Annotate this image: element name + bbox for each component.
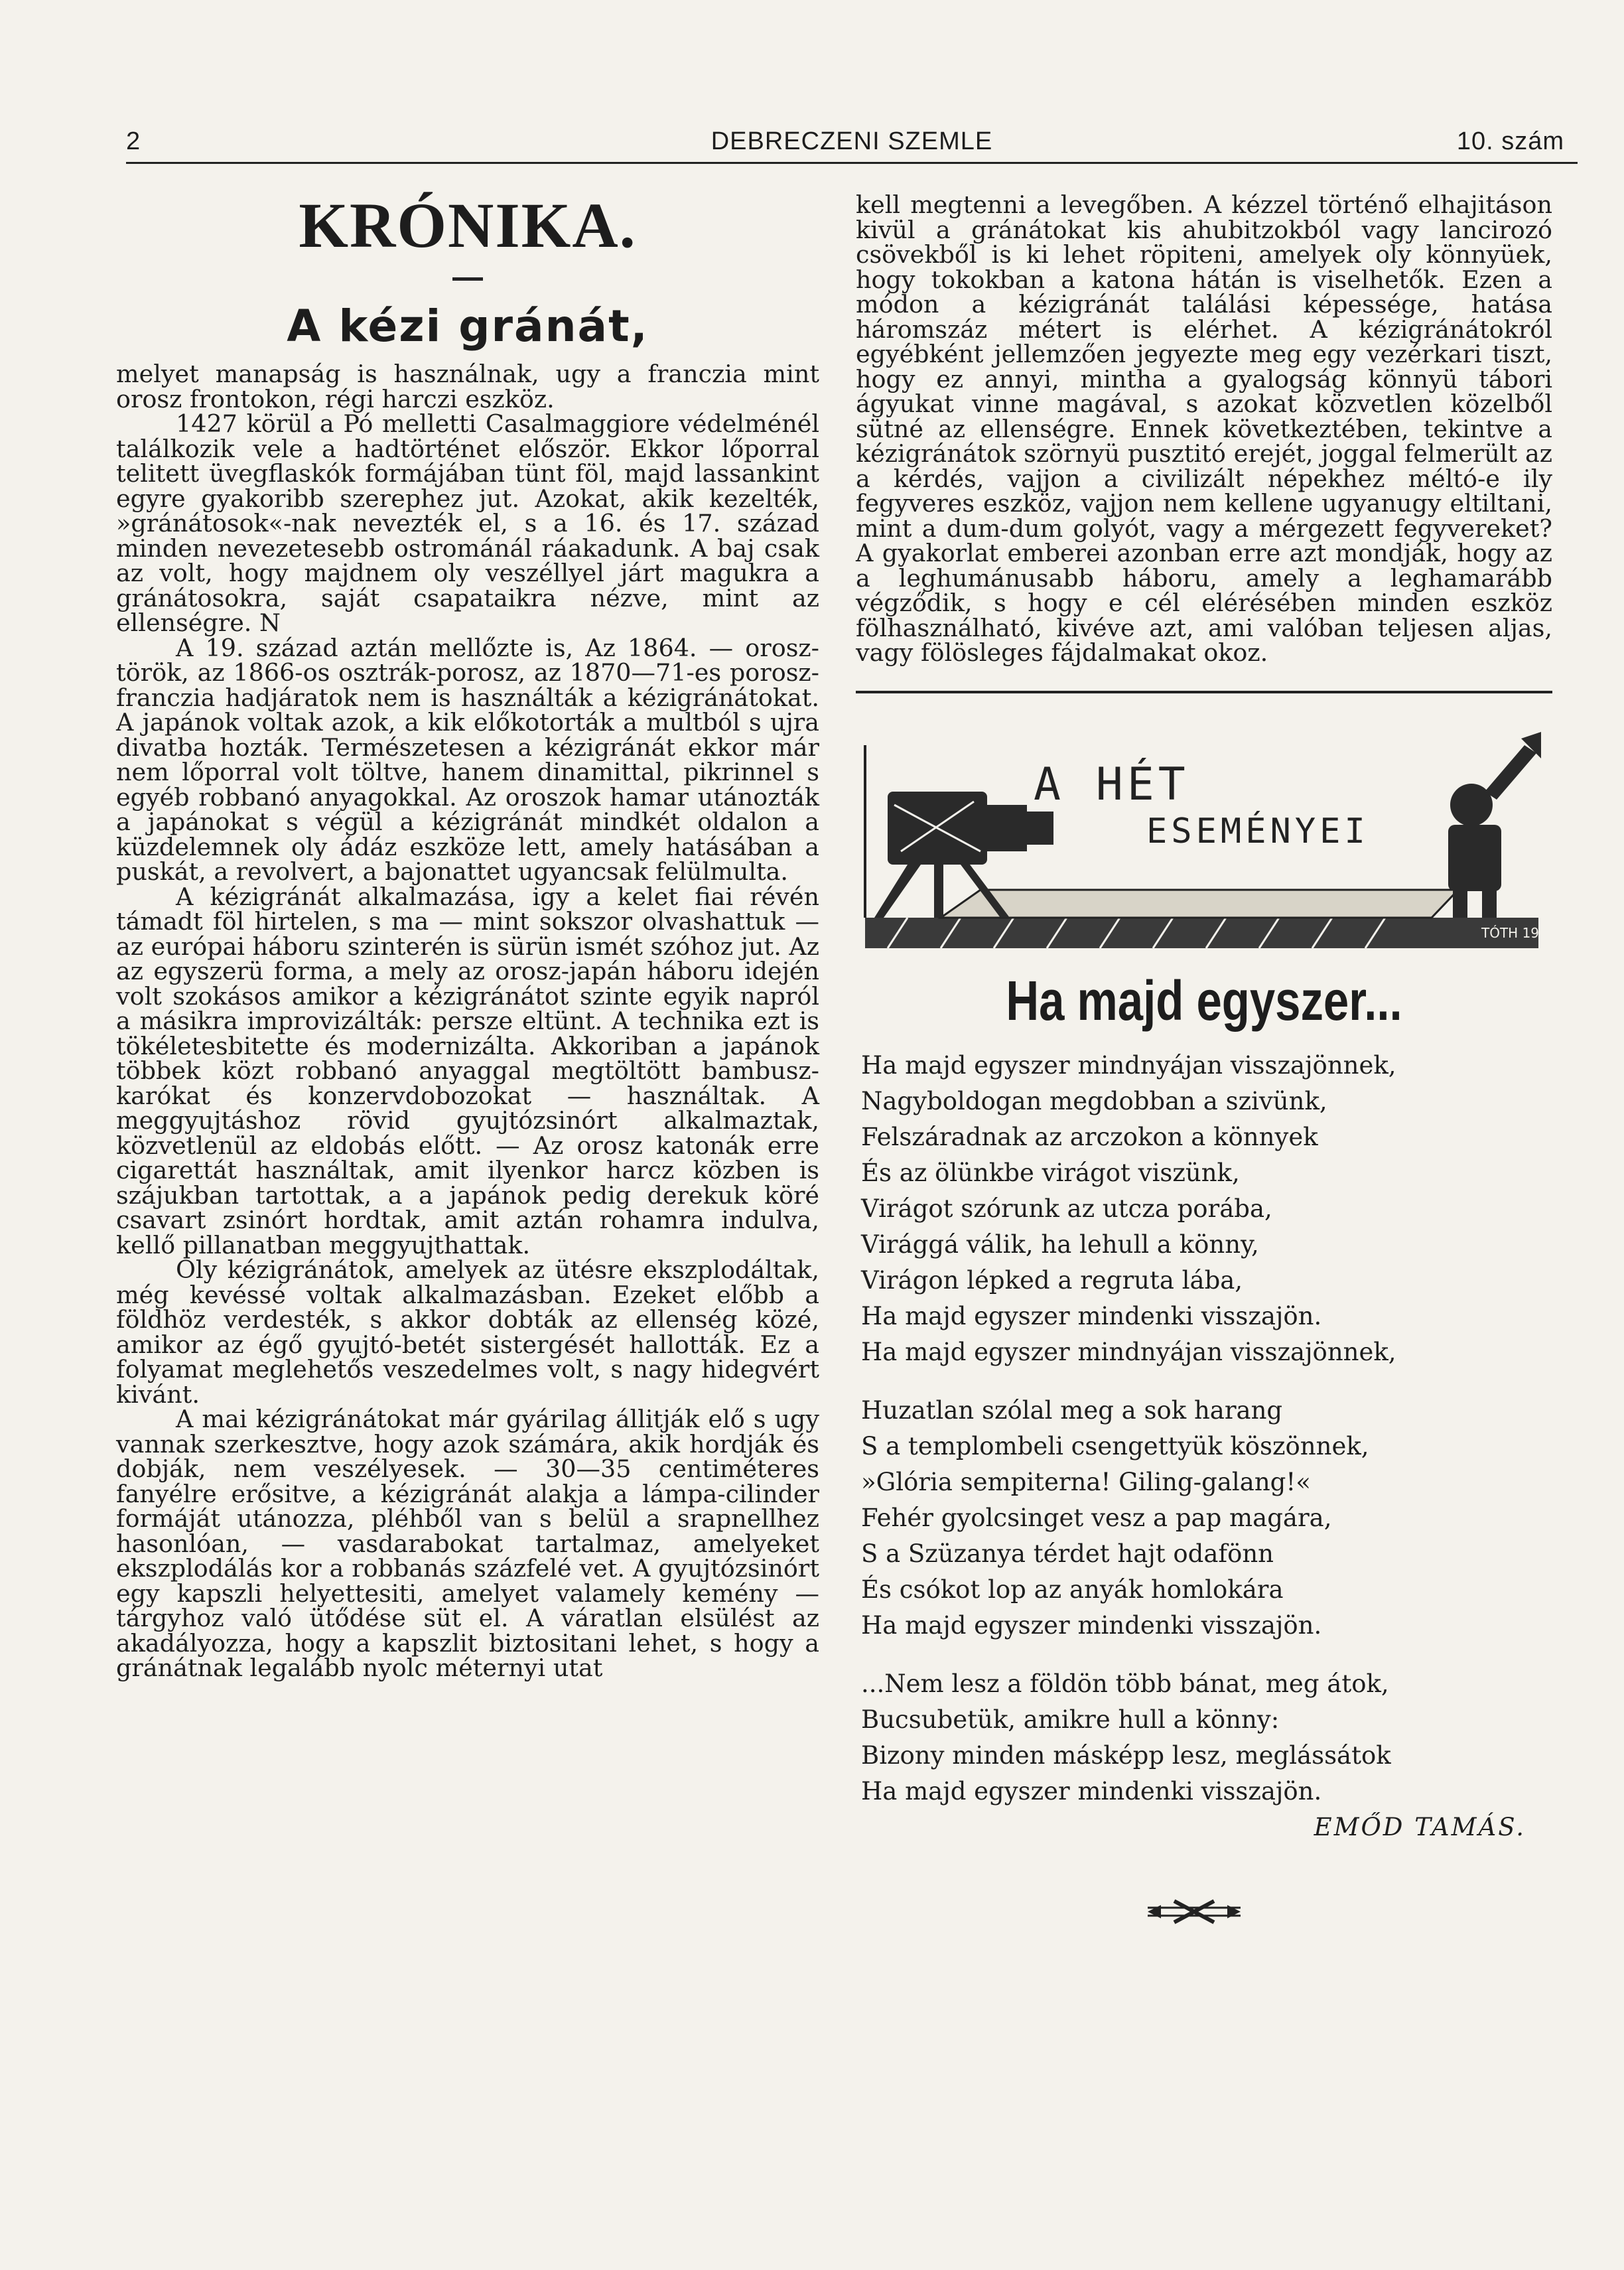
article-paragraph: A mai kézigránátokat már gyárilag állitják elő s ugy vannak szerkesztve, hogy azok számára, akik hordják és dobják, nem veszélyesek. — 30—35 centiméteres fanyélre erősitve, a kézigránát alakja a lámpa-cilinder formáját utánozza, pléhből van s belül a srapnellhez hasonlóan, — vasdarabokat tartalmaz, amelyeket ekszplodálás kor a robbanás százfelé vet. A gyujtózsinórt egy kapszli helyettesiti, amelyet valamely kemény — tárgyhoz való ütődése süt el. A váratlan elsülést az akadályozza, hogy a kapszlit biztositani lehet, s hogy a gránátnak legalább nyolc méternyi utat (116, 1405, 819, 1682)
poem-line: Virágon lépked a regruta lába, (861, 1265, 1243, 1295)
poem-author: EMŐD TAMÁS. (1314, 1812, 1526, 1841)
page-number: 2 (126, 127, 141, 155)
poem-line: Felszáradnak az arczokon a könnyek (861, 1122, 1318, 1151)
poem-line: Ha majd egyszer mindenki visszajön. (861, 1301, 1322, 1330)
poem-line: Ha majd egyszer mindenki visszajön. (861, 1610, 1322, 1640)
poem-line: S a Szüzanya térdet hajt odafönn (861, 1539, 1274, 1568)
issue-number: 10. szám (1456, 127, 1564, 155)
title-dash (452, 277, 483, 281)
banner-line-1: A HÉT (1034, 758, 1189, 811)
weekly-events-banner (861, 719, 1556, 958)
end-ornament-icon (1148, 1898, 1241, 1925)
poem (856, 1048, 1552, 1809)
poem-line: Virággá válik, ha lehull a könny, (861, 1230, 1259, 1259)
poem-line: S a templombeli csengettyük köszönnek, (861, 1431, 1369, 1460)
poem-line: Bizony minden másképp lesz, meglássátok (861, 1740, 1391, 1770)
banner-line-2: ESEMÉNYEI (1146, 811, 1369, 851)
poem-stanza (856, 1666, 1552, 1809)
article-paragraph: Oly kézigránátok, amelyek az ütésre ekszplodáltak, még kevéssé voltak alkalmazásban. Ezeket előbb a földhöz verdesték, s akkor dobták az ellenség közé, amikor az égő gyujtó-betét sistergését hallották. Ez a folyamat meglehetős veszedelmes volt, s nagy hidegvért kivánt. (116, 1255, 819, 1409)
article-paragraph: 1427 körül a Pó melletti Casalmaggiore védelménél találkozik vele a hadtörténet először. Ekkor lőporral telitett üvegflaskók formájában tünt föl, majd lassankint egyre gyakoribb szerephez jut. Azokat, akik kezelték, »gránátosok«-nak nevezték el, s a 16. és 17. század minden nevezetesebb ostrománál ráakadunk. A baj csak az volt, hogy majdnem oly veszéllyel járt magukra a gránátosokra, saját csapataikra nézve, mint az ellenségre. N (116, 409, 819, 637)
article-continuation: kell megtenni a levegőben. A kézzel történő elhajitáson kivül a gránátokat kis ahubitzokból vagy lancirozó csövekből is ki lehet röpiteni, amelyek oly könnyüek, hogy tokokban a katona hátán is viselhetők. Ezen a módon a kézigránát találási képessége, hatása háromszáz métert is elérhet. A kézigránátokról egyébként jellemzően jegyezte meg egy vezérkari tiszt, hogy ez annyi, mintha a gyalogság könnyü tábori ágyukat vinne magával, s azokat közvetlen közelből sütné az ellenségre. Ennek következtében, tekintve a kézigránátok szörnyü pusztitó erejét, joggal felmerült az a kérdés, vajjon a civilizált népekhez méltó-e ily fegyveres eszköz, vajjon nem kellene ugyanugy eltiltani, mint a dum-dum golyót, vagy a mérgezett fegyvereket? A gyakorlat emberei azonban erre azt mondják, hogy az a leghumánusabb háboru, amely a leghamarább végződik, s hogy e cél elérésében minden eszköz fölhasználható, kivéve azt, ami valóban teljesen aljas, vagy fölösleges fájdalmakat okoz. (856, 190, 1552, 667)
poem-stanza (856, 1048, 1552, 1370)
poem-line: ...Nem lesz a földön több bánat, meg átok, (861, 1669, 1389, 1698)
poem-line: Ha majd egyszer mindnyájan visszajönnek, (861, 1050, 1396, 1080)
section-divider (856, 691, 1552, 693)
section-title: KRÓNIKA. (299, 190, 637, 261)
poem-stanza (856, 1393, 1552, 1644)
page-header (126, 127, 1578, 164)
left-column (116, 192, 819, 1681)
poem-line: Ha majd egyszer mindenki visszajön. (861, 1776, 1322, 1806)
poem-line: Nagyboldogan megdobban a szivünk, (861, 1086, 1327, 1115)
poem-line: Ha majd egyszer mindnyájan visszajönnek, (861, 1337, 1396, 1366)
article-paragraph: melyet manapság is használnak, ugy a franczia mint orosz frontokon, régi harczi eszköz. (116, 360, 819, 413)
poem-line: Fehér gyolcsinget vesz a pap magára, (861, 1503, 1332, 1532)
poem-line: »Glória sempiterna! Giling-galang!« (861, 1467, 1311, 1496)
article-paragraph: A kézigránát alkalmazása, igy a kelet fiai révén támadt föl hirtelen, s ma — mint sokszor olvashattuk — az európai háboru szinterén is sürün ismét szóhoz jut. Az az egyszerü forma, a mely az orosz-japán háboru idején volt szokásos amikor a kézigránátot szinte egyik napról a másikra improvizálták: persze eltünt. A technika ezt is tökéletesbitette és modernizálta. Akkoriban a japánok többek közt robbanó anyaggal megtöltött bambusz-karókat és konzervdobozokat — használtak. A meggyujtáshoz rövid gyujtózsinórt alkalmaztak, közvetlenül az eldobás előtt. — Az orosz katonák erre cigarettát használtak, amit ilyenkor harcz közben is szájukban tartottak, a a japánok pedig derekuk köré csavart zsinórt hordtak, amit aztán rohamra indulva, kellő pillanatban meggyujthattak. (116, 882, 819, 1259)
right-column (856, 190, 1556, 1928)
poem-line: És az ölünkbe virágot viszünk, (861, 1158, 1240, 1187)
poem-line: Virágot szórunk az utcza porába, (861, 1194, 1272, 1223)
poem-line: És csókot lop az anyák homlokára (861, 1575, 1284, 1604)
poem-title: Ha majd egyszer... (1006, 969, 1402, 1032)
poem-line: Bucsubetük, amikre hull a könny: (861, 1705, 1280, 1734)
poem-line: Huzatlan szólal meg a sok harang (861, 1395, 1283, 1425)
article-paragraph: A 19. század aztán mellőzte is, Az 1864. — orosz-török, az 1866-os osztrák-porosz, az 1870—71-es porosz-franczia hadjáratok nem is használták a kézigránátokat. A japánok voltak azok, a kik előkotorták a multból s ujra divatba hozták. Természetesen a kézigránát ekkor már nem lőporral volt töltve, hanem dinamittal, pikrinnel s egyéb robbanó anyagokkal. Az oroszok hamar utánozták a japánokat s végül a kézigránát mindkét oldalon a küzdelemnek oly ádáz eszköze lett, amely hatásában a puskát, a revolvert, a bajonattet ugyancsak felülmulta. (116, 633, 819, 886)
journal-title: DEBRECZENI SZEMLE (710, 127, 993, 155)
banner-signature: TÓTH 1912 (1481, 924, 1556, 941)
article-title: A kézi gránát, (287, 301, 649, 352)
